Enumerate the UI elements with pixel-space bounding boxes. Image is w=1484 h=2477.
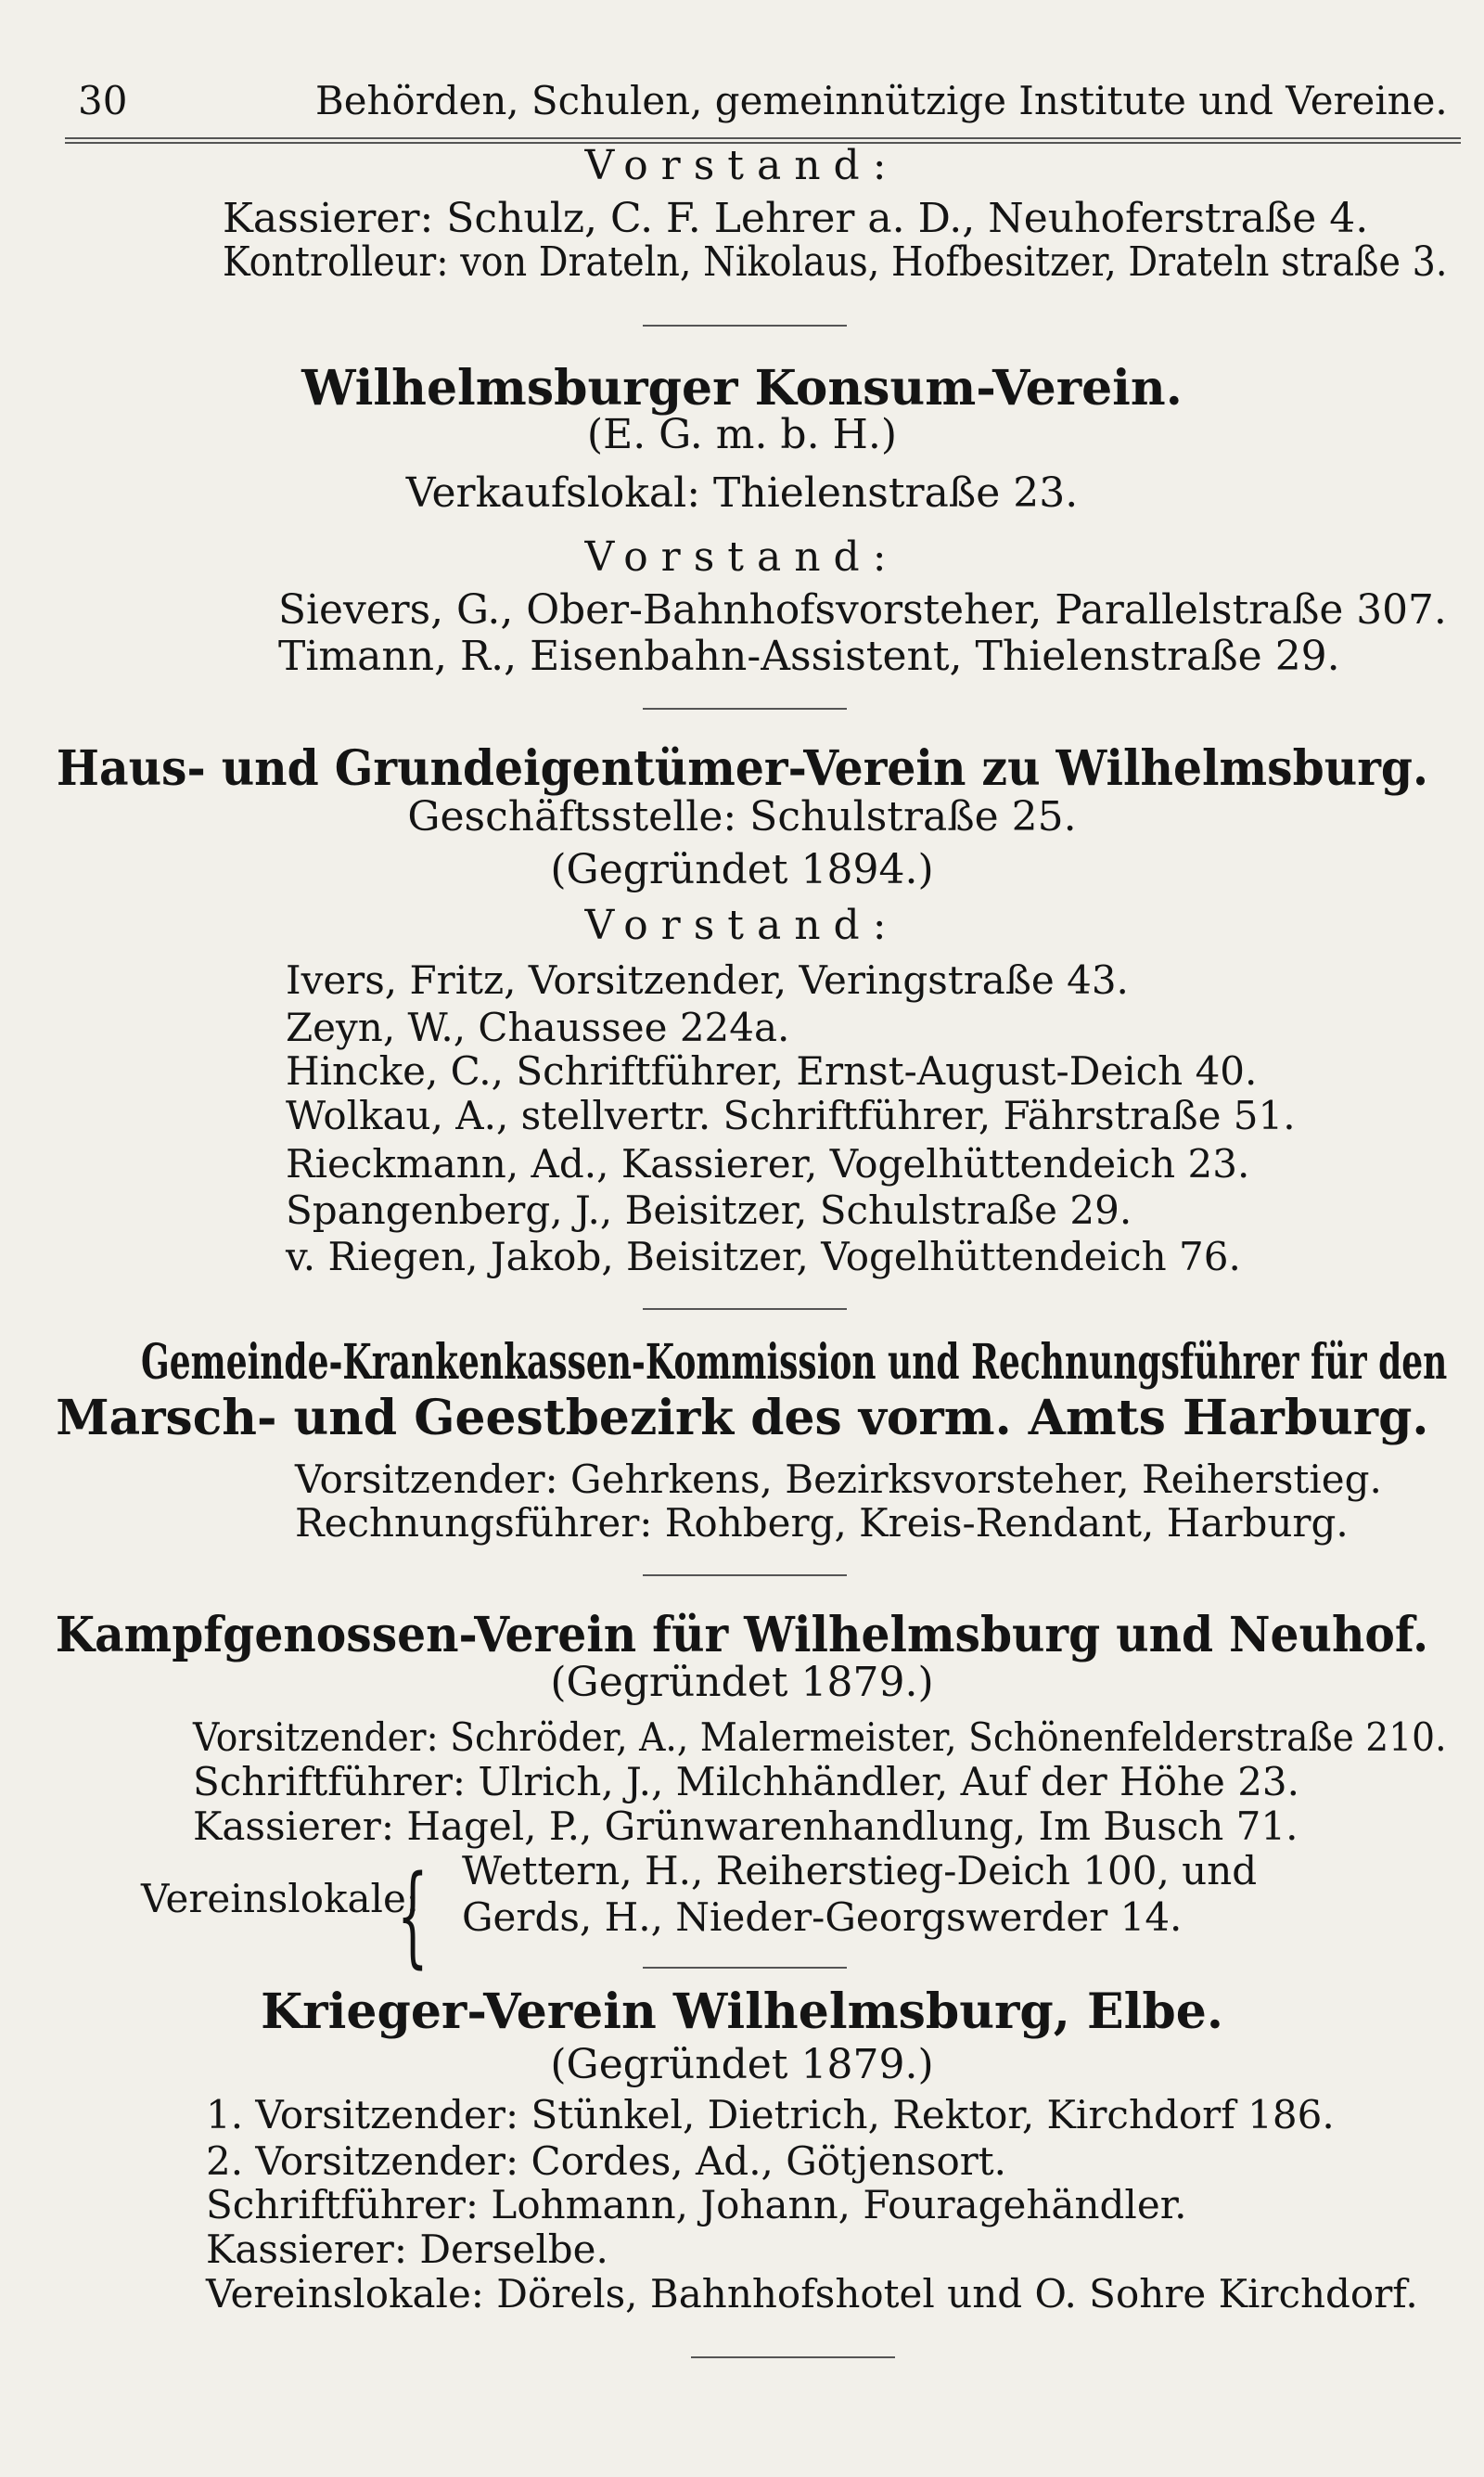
header-rule (65, 137, 1461, 139)
konsum-title: Wilhelmsburger Konsum-Verein. (301, 360, 1183, 417)
haus-title: Haus- und Grundeigentümer-Verein zu Wilhelmsburg. (56, 740, 1428, 797)
krieger-line: 1. Vorsitzender: Stünkel, Dietrich, Rektor, Kirchdorf 186. (206, 2092, 1335, 2137)
krieger-gegruendet: (Gegründet 1879.) (550, 2041, 934, 2088)
konsum-line: Sievers, G., Ober-Bahnhofsvorsteher, Parallelstraße 307. (278, 586, 1447, 634)
kampf-vereinslokale-label: Vereinslokale: (141, 1876, 419, 1921)
gemeinde-title-line2: Marsch- und Geestbezirk des vorm. Amts Harburg. (55, 1390, 1429, 1446)
gemeinde-line: Rechnungsführer: Rohberg, Kreis-Rendant, Harburg. (295, 1500, 1349, 1546)
brace-glyph: { (397, 1851, 429, 1979)
divider (691, 2356, 895, 2358)
haus-vorstand-label: Vorstand: (584, 902, 900, 949)
haus-gegruendet: (Gegründet 1894.) (550, 846, 934, 893)
haus-line: Zeyn, W., Chaussee 224a. (286, 1005, 790, 1050)
konsum-verkaufslokal: Verkaufslokal: Thielenstraße 23. (405, 469, 1079, 517)
krieger-line: Vereinslokale: Dörels, Bahnhofshotel und O. Sohre Kirchdorf. (206, 2271, 1418, 2317)
krieger-line: Kassierer: Derselbe. (206, 2227, 608, 2272)
divider (643, 1967, 847, 1969)
haus-line: Wolkau, A., stellvertr. Schriftführer, Fährstraße 51. (286, 1093, 1296, 1138)
divider (643, 1574, 847, 1576)
krieger-line: Schriftführer: Lohmann, Johann, Fouragehändler. (206, 2182, 1187, 2227)
top-line-kassierer: Kassierer: Schulz, C. F. Lehrer a. D., Neuhoferstraße 4. (223, 195, 1369, 242)
top-line-kontrolleur: Kontrolleur: von Drateln, Nikolaus, Hofbesitzer, Drateln straße 3. (223, 238, 1448, 286)
krieger-title: Krieger-Verein Wilhelmsburg, Elbe. (261, 1983, 1223, 2040)
haus-line: Rieckmann, Ad., Kassierer, Vogelhüttendeich 23. (286, 1141, 1250, 1187)
kampf-vereinslokal: Wettern, H., Reiherstieg-Deich 100, und (462, 1848, 1258, 1893)
page-number: 30 (78, 78, 128, 123)
kampf-line: Vorsitzender: Schröder, A., Malermeister, Schönenfelderstraße 210. (193, 1714, 1447, 1760)
konsum-vorstand-label: Vorstand: (584, 533, 900, 581)
krieger-line: 2. Vorsitzender: Cordes, Ad., Götjensort. (206, 2138, 1007, 2184)
divider (643, 325, 847, 327)
divider (643, 1308, 847, 1310)
kampf-title: Kampfgenossen-Verein für Wilhelmsburg und Neuhof. (55, 1607, 1429, 1663)
haus-line: Ivers, Fritz, Vorsitzender, Veringstraße 43. (286, 957, 1129, 1003)
haus-line: Spangenberg, J., Beisitzer, Schulstraße 29. (286, 1187, 1132, 1233)
haus-line: v. Riegen, Jakob, Beisitzer, Vogelhüttendeich 76. (286, 1234, 1241, 1279)
haus-line: Hincke, C., Schriftführer, Ernst-August-Deich 40. (286, 1048, 1258, 1094)
gemeinde-title-line1: Gemeinde-Krankenkassen-Kommission und Rechnungsführer für den (141, 1334, 1448, 1391)
running-header: Behörden, Schulen, gemeinnützige Institute und Vereine. (315, 78, 1448, 123)
kampf-line: Kassierer: Hagel, P., Grünwarenhandlung, Im Busch 71. (193, 1803, 1298, 1849)
kampf-vereinslokal: Gerds, H., Nieder-Georgswerder 14. (462, 1894, 1183, 1940)
gemeinde-line: Vorsitzender: Gehrkens, Bezirksvorsteher, Reiherstieg. (295, 1457, 1382, 1502)
konsum-line: Timann, R., Eisenbahn-Assistent, Thielenstraße 29. (278, 633, 1340, 680)
divider (643, 708, 847, 710)
haus-geschaeftsstelle: Geschäftsstelle: Schulstraße 25. (407, 793, 1077, 841)
kampf-gegruendet: (Gegründet 1879.) (550, 1659, 934, 1706)
kampf-line: Schriftführer: Ulrich, J., Milchhändler, Auf der Höhe 23. (193, 1759, 1300, 1804)
konsum-subtitle: (E. G. m. b. H.) (586, 411, 898, 458)
top-vorstand-label: Vorstand: (584, 142, 900, 189)
